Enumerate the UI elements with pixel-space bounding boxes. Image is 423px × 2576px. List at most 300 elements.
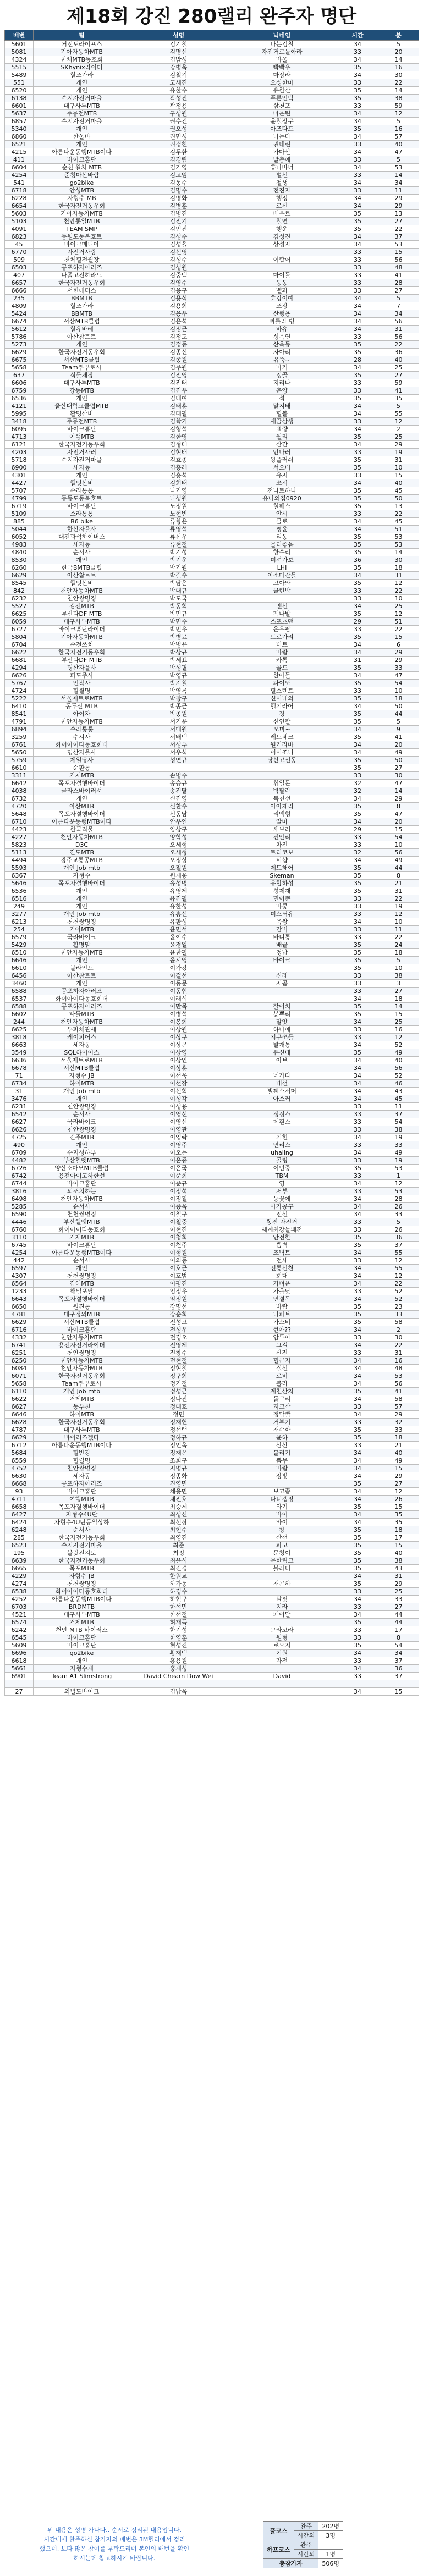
cell-team: 한국자전거동우회 (34, 1419, 130, 1426)
cell-team: 개인 (34, 341, 130, 349)
table-row (5, 179, 419, 187)
cell-name: 김고임 (130, 172, 227, 179)
cell-team: 아산MTB (34, 803, 130, 810)
table-row (5, 164, 419, 172)
table-row (5, 95, 419, 102)
cell-name: 박길수 (130, 572, 227, 580)
column-header-team: 팀 (34, 30, 130, 41)
cell-hours: 35 (337, 1503, 378, 1511)
table-row (5, 787, 419, 795)
cell-nickname: 안전한 (227, 1234, 337, 1242)
cell-nickname: 성옥연 (227, 333, 337, 341)
cell-minutes: 55 (378, 1249, 419, 1257)
cell-team: 한국BMTB클럽 (34, 564, 130, 572)
cell-nickname: 조벽트 (227, 1249, 337, 1257)
cell-hours: 34 (337, 1357, 378, 1365)
table-row (5, 510, 419, 518)
cell-hours: 35 (337, 633, 378, 641)
cell-team: 거제MTB (34, 1395, 130, 1403)
cell-minutes: 1 (378, 1172, 419, 1180)
cell-name: 류현철 (130, 541, 227, 549)
cell-hours: 34 (337, 133, 378, 141)
cell-team: 서산MTB클럽 (34, 318, 130, 326)
cell-name: 이청희 (130, 1234, 227, 1242)
cell-team: 목포자결행바이더 (34, 880, 130, 887)
cell-nickname: 페이달 (227, 1611, 337, 1619)
table-row (5, 1488, 419, 1496)
cell-bib: 6646 (5, 1411, 34, 1419)
cell-bib: 5273 (5, 341, 34, 349)
cell-nickname: 능꽃에 (227, 1195, 337, 1203)
cell-name: 박종원 (130, 710, 227, 718)
cell-name: 안우인 (130, 818, 227, 826)
cell-bib: 5340 (5, 125, 34, 133)
cell-bib: 4215 (5, 148, 34, 156)
cell-name: 현성진 (130, 1642, 227, 1650)
cell-nickname: 쁨벽 (227, 1242, 337, 1249)
cell-team: 부산다DF MTB (34, 610, 130, 618)
cell-hours: 34 (337, 1472, 378, 1480)
cell-team: 수시사 (34, 733, 130, 741)
table-row (5, 1203, 419, 1211)
cell-hours: 33 (337, 1603, 378, 1611)
cell-hours: 34 (337, 195, 378, 202)
column-header-nickname: 닉네임 (227, 30, 337, 41)
summary-count (318, 2540, 343, 2550)
cell-name: 김동수 (130, 179, 227, 187)
cell-team: 세자동 (34, 1041, 130, 1049)
cell-hours: 34 (337, 295, 378, 302)
cell-hours: 35 (337, 95, 378, 102)
table-row (5, 918, 419, 926)
cell-minutes: 50 (378, 757, 419, 764)
cell-name: 이봉희 (130, 1018, 227, 1026)
cell-hours: 33 (337, 102, 378, 110)
cell-name: 이평진 (130, 1280, 227, 1288)
cell-bib: 6095 (5, 426, 34, 433)
cell-hours: 33 (337, 1419, 378, 1426)
cell-nickname: 연결목 (227, 1295, 337, 1303)
cell-bib: 4809 (5, 302, 34, 310)
cell-name: 이동현 (130, 988, 227, 995)
table-row (5, 1188, 419, 1195)
cell-hours: 33 (337, 687, 378, 695)
cell-hours: 34 (337, 1411, 378, 1419)
table-row (5, 587, 419, 595)
cell-name: 이병석 (130, 1011, 227, 1018)
table-row (5, 1103, 419, 1111)
cell-nickname: 마운틴 (227, 110, 337, 118)
cell-nickname: 파고 (227, 1542, 337, 1549)
cell-team: 헬멋산비 (34, 479, 130, 487)
cell-nickname: 미셔가보 (227, 556, 337, 564)
cell-team: 한울바 (34, 133, 130, 141)
cell-minutes: 37 (378, 1242, 419, 1249)
cell-team: 목포MTB (34, 1565, 130, 1573)
cell-bib: 6625 (5, 610, 34, 618)
cell-name: 김성수 (130, 233, 227, 241)
table-row (5, 1157, 419, 1165)
cell-bib: 5515 (5, 64, 34, 71)
cell-name: 유한수 (130, 87, 227, 95)
cell-bib: 6610 (5, 764, 34, 772)
cell-bib: 4203 (5, 449, 34, 456)
cell-minutes: 29 (378, 1580, 419, 1588)
cell-name: 박기운 (130, 556, 227, 564)
cell-minutes: 30 (378, 71, 419, 79)
cell-bib: 285 (5, 1534, 34, 1542)
cell-nickname: 돌구리 (227, 1395, 337, 1403)
cell-team: 원진통 (34, 1303, 130, 1311)
cell-nickname: 그걸 (227, 1342, 337, 1349)
cell-team: 자형수 MB (34, 195, 130, 202)
table-row (5, 1519, 419, 1526)
cell-hours: 35 (337, 1426, 378, 1434)
cell-nickname: 벌선 (227, 172, 337, 179)
cell-hours: 35 (337, 1388, 378, 1395)
cell-team: 기아자동차MTB (34, 210, 130, 218)
cell-nickname: 춘양 (227, 387, 337, 395)
cell-team: 바이크홈단 (34, 426, 130, 433)
cell-bib: 6367 (5, 872, 34, 880)
cell-nickname: 북천선 (227, 795, 337, 803)
cell-name: 장순희 (130, 1311, 227, 1319)
cell-team: 하이MTB (34, 1411, 130, 1419)
cell-team (34, 1680, 130, 1688)
cell-team: 수지성하부 (34, 1149, 130, 1157)
table-row (5, 1503, 419, 1511)
cell-bib: 6536 (5, 887, 34, 895)
cell-bib: 6059 (5, 618, 34, 626)
cell-minutes: 22 (378, 79, 419, 87)
cell-hours: 33 (337, 449, 378, 456)
cell-bib: 1233 (5, 1288, 34, 1295)
cell-name: 이영선 (130, 1111, 227, 1118)
table-row (5, 279, 419, 287)
cell-minutes: 44 (378, 864, 419, 872)
cell-minutes: 49 (378, 857, 419, 864)
cell-minutes: 34 (378, 179, 419, 187)
cell-hours: 34 (337, 1449, 378, 1457)
cell-name: 진영민 (130, 1480, 227, 1488)
cell-team: 개인 (34, 472, 130, 479)
table-row (5, 1057, 419, 1064)
cell-team: SQL하이이스 (34, 1049, 130, 1057)
cell-nickname: 팩나발 (227, 610, 337, 618)
summary-table (263, 2521, 343, 2568)
cell-team: 천안쌍명징 (34, 1126, 130, 1134)
cell-minutes: 29 (378, 195, 419, 202)
cell-nickname: 비샵 (227, 857, 337, 864)
cell-bib: 5823 (5, 841, 34, 849)
cell-name: 박종근 (130, 703, 227, 710)
cell-name: 이철중 (130, 1218, 227, 1226)
cell-minutes: 56 (378, 849, 419, 857)
cell-nickname: TBM (227, 1172, 337, 1180)
cell-bib: 6627 (5, 1118, 34, 1126)
cell-name (130, 1680, 227, 1688)
cell-name: 이정석 (130, 1188, 227, 1195)
cell-hours: 34 (337, 1195, 378, 1203)
cell-hours: 33 (337, 1111, 378, 1118)
cell-bib: 5489 (5, 71, 34, 79)
cell-bib: 6744 (5, 1180, 34, 1188)
cell-minutes: 15 (378, 472, 419, 479)
table-row (5, 995, 419, 1003)
cell-hours: 33 (337, 911, 378, 918)
cell-hours: 33 (337, 934, 378, 941)
cell-bib: 3549 (5, 1049, 34, 1057)
cell-minutes: 31 (378, 887, 419, 895)
cell-team: 천천쌍명징 (34, 1272, 130, 1280)
table-row (5, 926, 419, 934)
cell-team: go2bike (34, 1650, 130, 1657)
cell-team: 세자동 (34, 464, 130, 472)
cell-name: 나기영 (130, 487, 227, 495)
cell-hours: 33 (337, 834, 378, 841)
summary-count: 3명 (318, 2531, 343, 2540)
cell-nickname: 마이돌 (227, 272, 337, 279)
cell-team: 명산자을사 (34, 664, 130, 672)
cell-bib: 4254 (5, 1249, 34, 1257)
cell-bib: 6590 (5, 1211, 34, 1218)
cell-nickname: 뽕진 자전거 (227, 1218, 337, 1226)
cell-name: 이선희 (130, 1088, 227, 1095)
table-row (5, 1442, 419, 1449)
cell-bib: 6675 (5, 356, 34, 364)
table-row (5, 256, 419, 264)
cell-minutes: 5 (378, 118, 419, 125)
table-row (5, 1673, 419, 1680)
cell-name: 정민 (130, 1411, 227, 1419)
cell-name: 성연규 (130, 757, 227, 764)
table-row (5, 133, 419, 141)
cell-nickname: 자아리 (227, 349, 337, 356)
cell-name: 김병진 (130, 210, 227, 218)
cell-nickname: 헬기라어 (227, 703, 337, 710)
cell-nickname: 상성자 (227, 241, 337, 249)
cell-hours: 35 (337, 1011, 378, 1018)
cell-bib: 6521 (5, 141, 34, 148)
cell-team: 한국자전거동우회 (34, 649, 130, 657)
cell-nickname: 잘이치 (227, 1003, 337, 1011)
cell-minutes: 26 (378, 1203, 419, 1211)
cell-nickname: 지크산 (227, 1403, 337, 1411)
cell-name: 정나진 (130, 1395, 227, 1403)
cell-team: 개인 (34, 1265, 130, 1272)
cell-team: Team뿌뿌로시 (34, 364, 130, 372)
cell-nickname: 모마~ (227, 726, 337, 733)
cell-hours: 35 (337, 487, 378, 495)
cell-nickname: 바이 (227, 1511, 337, 1519)
table-row (5, 549, 419, 556)
cell-team: 아산참트트 (34, 972, 130, 980)
cell-hours: 33 (337, 1403, 378, 1411)
cell-name: 김흥석 (130, 472, 227, 479)
cell-name: 이호범 (130, 1272, 227, 1280)
column-header-hours: 시간 (337, 30, 378, 41)
cell-team: 용전자전거라이더 (34, 1342, 130, 1349)
cell-bib: 6503 (5, 264, 34, 272)
cell-hours: 29 (337, 618, 378, 626)
cell-name: 이호근 (130, 1265, 227, 1272)
cell-minutes: 14 (378, 56, 419, 64)
cell-hours: 35 (337, 1542, 378, 1549)
cell-bib: 6538 (5, 1588, 34, 1596)
cell-nickname: 유나의집0920 (227, 495, 337, 503)
cell-nickname: 신인팔 (227, 718, 337, 726)
cell-minutes: 12 (378, 1488, 419, 1496)
table-row (5, 726, 419, 733)
cell-minutes: 56 (378, 318, 419, 326)
cell-nickname: 산옥동 (227, 341, 337, 349)
cell-minutes: 19 (378, 449, 419, 456)
cell-hours: 35 (337, 718, 378, 726)
cell-hours: 35 (337, 1242, 378, 1249)
cell-minutes: 27 (378, 287, 419, 295)
cell-hours: 33 (337, 156, 378, 164)
cell-name: 한선철 (130, 1611, 227, 1619)
cell-minutes: 20 (378, 818, 419, 826)
cell-nickname: 빠를라 빙 (227, 318, 337, 326)
cell-hours: 32 (337, 849, 378, 857)
cell-minutes: 56 (378, 1064, 419, 1072)
cell-minutes: 18 (378, 564, 419, 572)
cell-team: 천안자동차MTB (34, 1018, 130, 1026)
cell-team: 바이크홈단 (34, 1242, 130, 1249)
cell-nickname: 성제재 (227, 887, 337, 895)
table-row (5, 1265, 419, 1272)
cell-team: 자형수4U단 (34, 1511, 130, 1519)
table-row (5, 1218, 419, 1226)
cell-bib: 6498 (5, 1195, 34, 1203)
cell-team: 순서사 (34, 1257, 130, 1265)
cell-minutes: 41 (378, 733, 419, 741)
cell-team: 개인 (34, 980, 130, 988)
cell-hours: 33 (337, 1673, 378, 1680)
table-row (5, 125, 419, 133)
cell-nickname: Skeman (227, 872, 337, 880)
cell-hours: 35 (337, 695, 378, 703)
cell-team: BBMTB (34, 310, 130, 318)
cell-name: 김명화 (130, 195, 227, 202)
cell-hours: 35 (337, 64, 378, 71)
cell-minutes: 14 (378, 787, 419, 795)
cell-nickname: 바람 (227, 1465, 337, 1472)
cell-team: 부산다DF MTB (34, 657, 130, 664)
cell-hours: 33 (337, 980, 378, 988)
cell-minutes: 33 (378, 1141, 419, 1149)
cell-minutes: 56 (378, 256, 419, 264)
cell-name: 류향윤 (130, 518, 227, 526)
cell-minutes: 40 (378, 356, 419, 364)
cell-hours: 34 (337, 703, 378, 710)
cell-bib: 6703 (5, 1603, 34, 1611)
cell-bib: 6250 (5, 1357, 34, 1365)
cell-bib: 5661 (5, 1665, 34, 1673)
cell-name: 최준 (130, 1542, 227, 1549)
cell-hours: 34 (337, 726, 378, 733)
cell-hours: 33 (337, 418, 378, 426)
cell-name: 이의동 (130, 1257, 227, 1265)
table-row (5, 903, 419, 911)
cell-bib: 5995 (5, 410, 34, 418)
cell-minutes: 52 (378, 1288, 419, 1295)
cell-name: 양학성 (130, 834, 227, 841)
cell-team: 천안통일MTB (34, 218, 130, 225)
cell-bib: 6678 (5, 1064, 34, 1072)
table-row (5, 718, 419, 726)
cell-bib: 6545 (5, 1634, 34, 1642)
cell-hours: 34 (337, 410, 378, 418)
table-row (5, 349, 419, 356)
cell-name: 곽정용 (130, 102, 227, 110)
cell-hours: 33 (337, 1034, 378, 1041)
cell-minutes: 29 (378, 1472, 419, 1480)
cell-bib: 6456 (5, 972, 34, 980)
cell-bib: 6696 (5, 1650, 34, 1657)
cell-nickname (227, 1680, 337, 1688)
cell-name: 김현태 (130, 449, 227, 456)
cell-minutes: 22 (378, 895, 419, 903)
table-row (5, 1272, 419, 1280)
table-row (5, 1580, 419, 1588)
cell-bib: 6602 (5, 1011, 34, 1018)
cell-name: 김경림 (130, 156, 227, 164)
cell-bib: 195 (5, 1549, 34, 1557)
cell-hours: 35 (337, 564, 378, 572)
cell-nickname: 로오지 (227, 1642, 337, 1650)
cell-name: 서기운 (130, 718, 227, 726)
cell-team: 김전MTB (34, 603, 130, 610)
cell-minutes: 56 (378, 1380, 419, 1388)
table-row (5, 464, 419, 472)
table-row (5, 934, 419, 941)
cell-bib: 6639 (5, 1557, 34, 1565)
cell-name: 김태필 (130, 410, 227, 418)
cell-minutes: 47 (378, 780, 419, 787)
cell-team: 한국자전거동우회 (34, 202, 130, 210)
cell-hours: 35 (337, 664, 378, 672)
cell-bib: 5601 (5, 41, 34, 48)
table-row (5, 649, 419, 657)
cell-minutes: 13 (378, 210, 419, 218)
cell-team: 힐릴명 (34, 1457, 130, 1465)
cell-bib: 3476 (5, 1095, 34, 1103)
cell-minutes: 49 (378, 749, 419, 757)
cell-hours: 34 (337, 41, 378, 48)
cell-hours: 33 (337, 1349, 378, 1357)
cell-name: 이종욱 (130, 1203, 227, 1211)
cell-name: 권정헌 (130, 141, 227, 148)
cell-bib: 6084 (5, 1365, 34, 1372)
cell-bib: 6579 (5, 934, 34, 941)
cell-bib: 4482 (5, 1157, 34, 1165)
cell-nickname: 동동 (227, 279, 337, 287)
cell-nickname: 바쿵 (227, 903, 337, 911)
cell-nickname: 콜링 (227, 1157, 337, 1165)
cell-nickname: 유합하성 (227, 880, 337, 887)
cell-team: 세자동 (34, 541, 130, 549)
cell-minutes: 58 (378, 1319, 419, 1326)
cell-bib: 6770 (5, 249, 34, 256)
cell-nickname: 아아제리 (227, 803, 337, 810)
table-row (5, 1688, 419, 1696)
cell-minutes: 29 (378, 1411, 419, 1419)
cell-nickname (227, 595, 337, 603)
table-row (5, 757, 419, 764)
cell-nickname (227, 1573, 337, 1580)
